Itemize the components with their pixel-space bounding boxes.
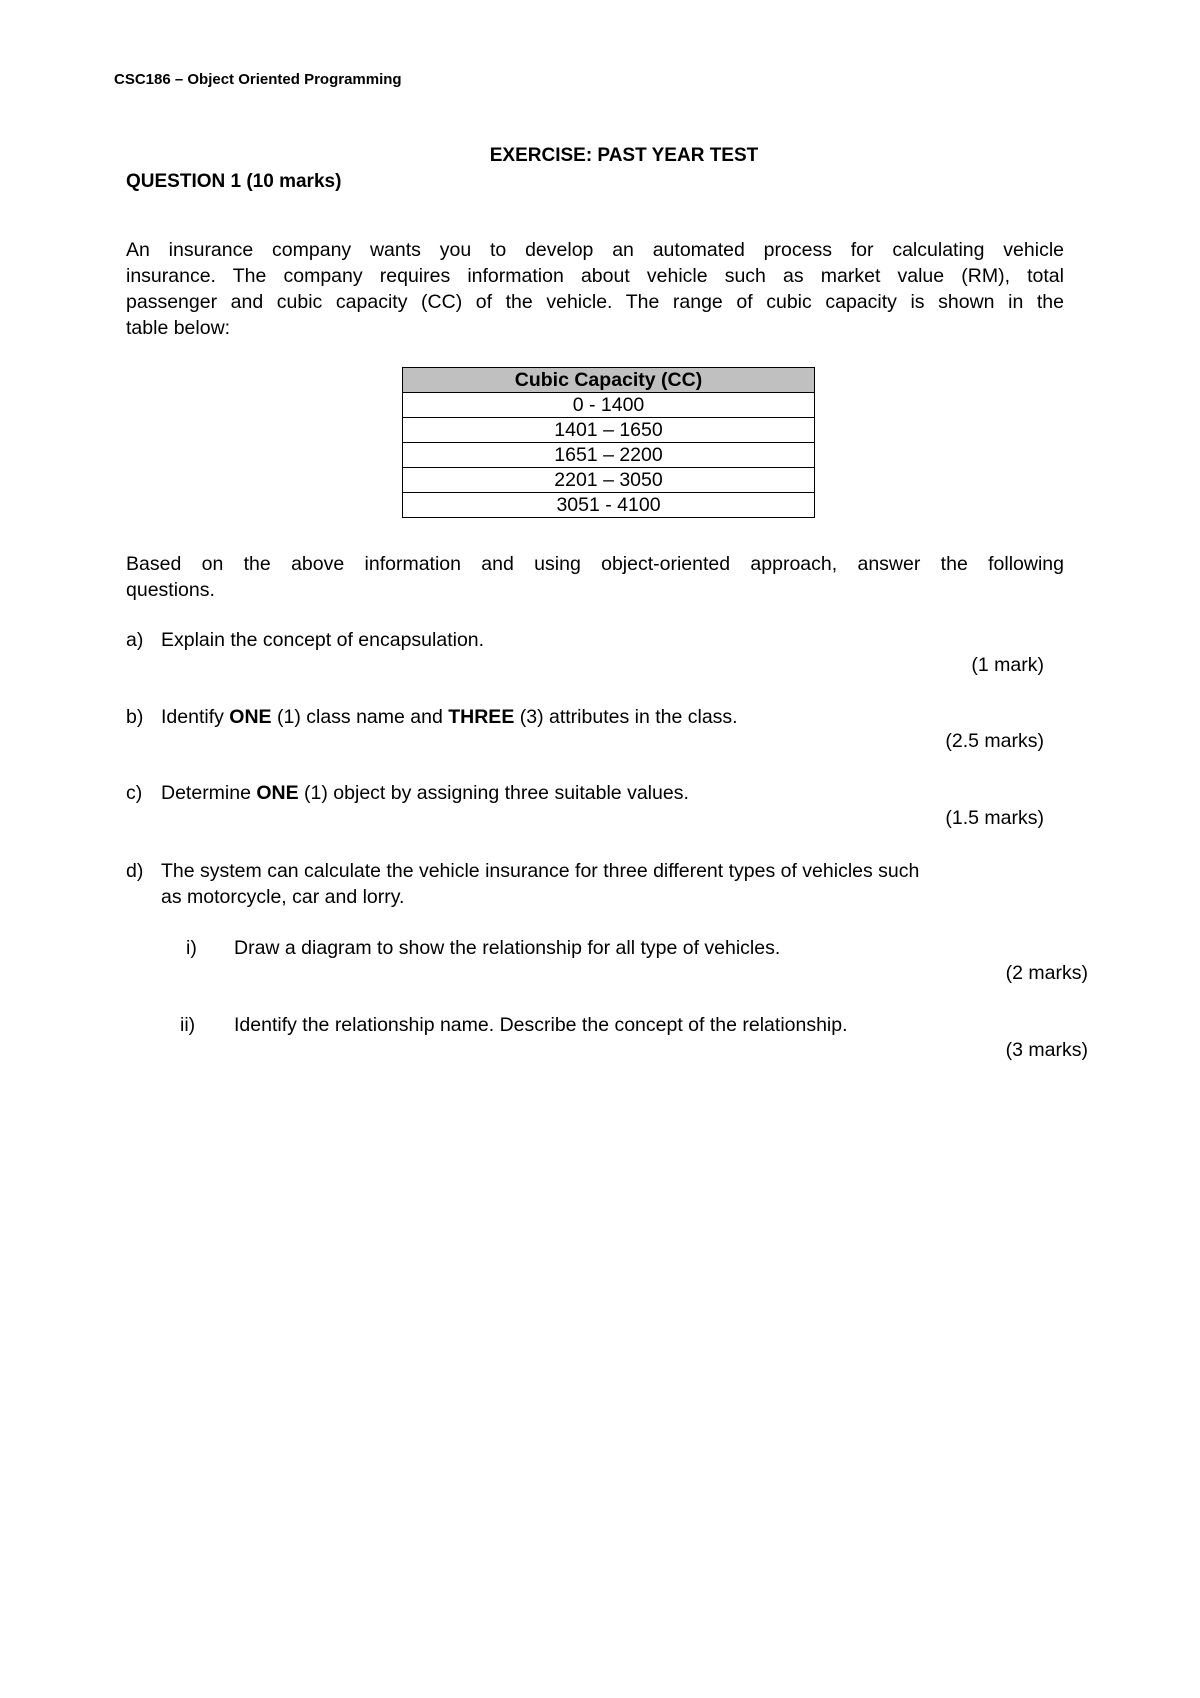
question-c-marks: (1.5 marks) xyxy=(945,807,1044,829)
table-row xyxy=(403,393,815,418)
table-header-row xyxy=(403,368,815,393)
course-header: CSC186 – Object Oriented Programming xyxy=(114,71,402,88)
intro-paragraph xyxy=(126,237,1064,341)
question-title: QUESTION 1 (10 marks) xyxy=(126,171,342,192)
question-d-i-label: i) xyxy=(186,937,197,959)
question-a-label: a) xyxy=(126,629,144,651)
question-a-text: Explain the concept of encapsulation. xyxy=(161,629,485,651)
question-d-i-marks: (2 marks) xyxy=(1005,962,1088,984)
intro-line: An insurance company wants you to develop an automated process for calculating vehicle xyxy=(126,239,1064,261)
table-row xyxy=(403,418,815,443)
question-b-marks: (2.5 marks) xyxy=(945,730,1044,752)
cubic-capacity-table xyxy=(402,367,815,518)
table-row xyxy=(403,468,815,493)
question-d-label: d) xyxy=(126,860,144,882)
instructions-line: Based on the above information and using object-oriented approach, answer the following xyxy=(126,553,1064,575)
question-d-line: The system can calculate the vehicle insurance for three different types of vehicles such xyxy=(161,860,920,882)
question-d-line: as motorcycle, car and lorry. xyxy=(161,886,405,908)
instructions-paragraph xyxy=(126,551,1064,603)
table-row xyxy=(403,443,815,468)
table-cell: 1651 – 2200 xyxy=(403,443,815,468)
intro-line: passenger and cubic capacity (CC) of the vehicle. The range of cubic capacity is shown in the xyxy=(126,291,1064,313)
table-cell: 2201 – 3050 xyxy=(403,468,815,493)
intro-line: insurance. The company requires information about vehicle such as market value (RM), total xyxy=(126,265,1064,287)
question-a-marks: (1 mark) xyxy=(971,654,1044,676)
question-d-ii-label: ii) xyxy=(180,1014,196,1036)
question-b-text: Identify ONE (1) class name and THREE (3) attributes in the class. xyxy=(161,706,738,728)
question-c-text: Determine ONE (1) object by assigning three suitable values. xyxy=(161,782,689,804)
question-b-label: b) xyxy=(126,706,144,728)
question-d-ii-marks: (3 marks) xyxy=(1005,1039,1088,1061)
intro-line: table below: xyxy=(126,317,231,339)
table-cell: 3051 - 4100 xyxy=(403,493,815,518)
table-header: Cubic Capacity (CC) xyxy=(403,368,815,393)
page-title: EXERCISE: PAST YEAR TEST xyxy=(489,145,759,166)
table-row xyxy=(403,493,815,518)
table-cell: 1401 – 1650 xyxy=(403,418,815,443)
question-d-ii-text: Identify the relationship name. Describe the concept of the relationship. xyxy=(234,1014,848,1036)
question-d-i-text: Draw a diagram to show the relationship for all type of vehicles. xyxy=(234,937,781,959)
instructions-line: questions. xyxy=(126,579,215,601)
table-cell: 0 - 1400 xyxy=(403,393,815,418)
question-c-label: c) xyxy=(126,782,143,804)
